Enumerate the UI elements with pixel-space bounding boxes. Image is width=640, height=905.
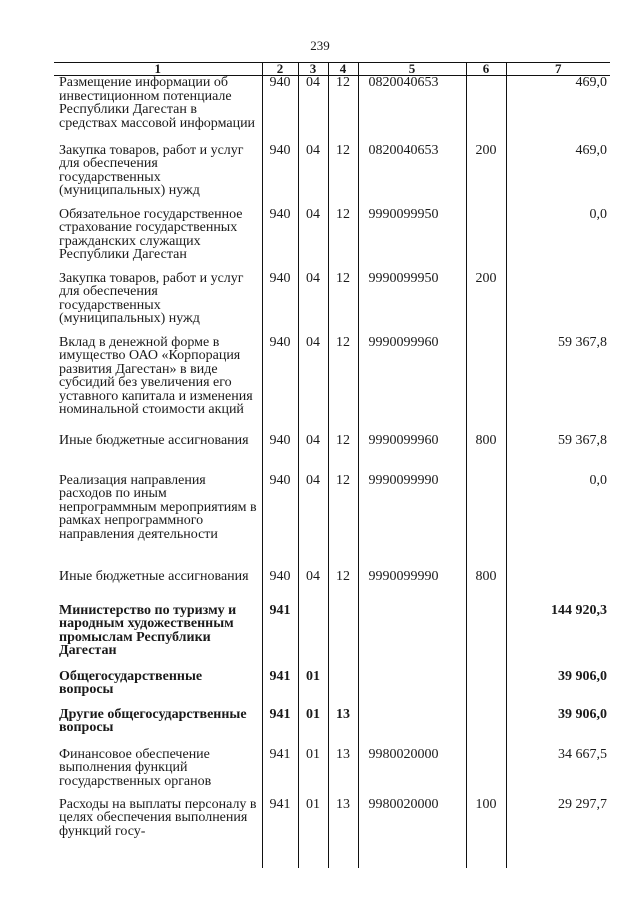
row-col-3-cell: 04 — [298, 144, 328, 208]
row-col-3-cell: 04 — [298, 272, 328, 336]
row-col-4-cell: 12 — [328, 208, 358, 272]
row-col-4-cell: 12 — [328, 570, 358, 604]
header-col-3: 3 — [298, 63, 328, 76]
row-col-2-cell: 940 — [262, 336, 298, 434]
row-name-cell: Иные бюджетные ассигнования — [59, 432, 249, 448]
row-col-6-cell: 200 — [466, 144, 506, 208]
row-col-3-cell: 01 — [298, 708, 328, 748]
header-col-1: 1 — [54, 63, 262, 76]
row-col-5-cell: 0820040653 — [358, 76, 466, 144]
row-col-5-cell: 9990099950 — [358, 208, 466, 272]
row-amount-cell: 469,0 — [506, 144, 610, 208]
row-col-5-cell: 9980020000 — [358, 748, 466, 798]
row-amount-cell: 469,0 — [506, 76, 610, 144]
table-row — [54, 76, 610, 144]
row-name-cell: Другие общегосударственные вопросы — [59, 706, 247, 735]
row-col-3-cell: 04 — [298, 76, 328, 144]
row-col-5-cell — [358, 708, 466, 748]
table-row — [54, 336, 610, 434]
row-name-cell: Финансовое обеспечение выполнения функций государственных органов — [59, 746, 212, 789]
row-name-cell: Расходы на выплаты персоналу в целях обеспечения выполнения функций госу- — [59, 796, 257, 839]
row-col-2-cell: 941 — [262, 708, 298, 748]
row-col-5-cell: 9980020000 — [358, 798, 466, 868]
row-col-5-cell: 9990099990 — [358, 474, 466, 570]
row-col-6-cell: 200 — [466, 272, 506, 336]
row-col-6-cell — [466, 336, 506, 434]
row-col-4-cell: 12 — [328, 144, 358, 208]
row-col-4-cell: 13 — [328, 708, 358, 748]
row-name-cell: Закупка товаров, работ и услуг для обеспечения государственных (муниципальных) нужд — [59, 142, 244, 198]
row-name-cell: Общегосударственные вопросы — [59, 668, 203, 697]
row-amount-cell: 0,0 — [506, 208, 610, 272]
row-col-3-cell — [298, 604, 328, 670]
row-col-2-cell: 940 — [262, 434, 298, 474]
row-col-5-cell: 9990099960 — [358, 336, 466, 434]
row-col-2-cell: 940 — [262, 208, 298, 272]
row-name-cell: Размещение информации об инвестиционном потенциале Республики Дагестан в средствах массовой информации — [59, 75, 256, 131]
row-col-6-cell — [466, 474, 506, 570]
table-row — [54, 144, 610, 208]
row-col-4-cell: 13 — [328, 748, 358, 798]
page-number: 239 — [310, 38, 330, 53]
row-col-4-cell: 12 — [328, 336, 358, 434]
row-col-4-cell: 12 — [328, 474, 358, 570]
row-col-5-cell: 9990099950 — [358, 272, 466, 336]
row-name-cell: Закупка товаров, работ и услуг для обеспечения государственных (муниципальных) нужд — [59, 270, 244, 326]
row-col-2-cell: 941 — [262, 798, 298, 868]
row-col-2-cell: 941 — [262, 604, 298, 670]
table-row — [54, 434, 610, 474]
row-amount-cell: 144 920,3 — [506, 604, 610, 670]
row-amount-cell: 39 906,0 — [506, 670, 610, 708]
row-col-2-cell: 940 — [262, 144, 298, 208]
row-col-4-cell: 12 — [328, 272, 358, 336]
table-row — [54, 272, 610, 336]
table-row — [54, 208, 610, 272]
row-amount-cell: 34 667,5 — [506, 748, 610, 798]
row-amount-cell: 29 297,7 — [506, 798, 610, 868]
row-col-2-cell: 940 — [262, 570, 298, 604]
row-col-6-cell: 100 — [466, 798, 506, 868]
row-col-6-cell: 800 — [466, 570, 506, 604]
row-name-cell: Вклад в денежной форме в имущество ОАО «Корпорация развития Дагестан» в виде субсидий без увеличения его уставного капитала и изменения номинальной стоимости акций — [59, 334, 253, 417]
table-row — [54, 670, 610, 708]
header-row — [54, 63, 610, 76]
row-name-cell: Реализация направления расходов по иным непрограммным мероприятиям в рамках непрограммного направления деятельности — [59, 472, 257, 542]
row-col-2-cell: 941 — [262, 748, 298, 798]
row-name-cell: Обязательное государственное страхование государственных гражданских служащих Республики Дагестан — [59, 206, 243, 262]
row-name-cell: Министерство по туризму и народным художественным промыслам Республики Дагестан — [59, 602, 237, 658]
row-col-6-cell — [466, 76, 506, 144]
table-row — [54, 570, 610, 604]
row-col-3-cell: 01 — [298, 798, 328, 868]
row-amount-cell: 39 906,0 — [506, 708, 610, 748]
row-col-2-cell: 940 — [262, 272, 298, 336]
row-col-3-cell: 04 — [298, 474, 328, 570]
table-row — [54, 708, 610, 748]
table-row — [54, 748, 610, 798]
header-col-7: 7 — [506, 63, 610, 76]
row-col-2-cell: 941 — [262, 670, 298, 708]
row-col-3-cell: 04 — [298, 208, 328, 272]
table-row — [54, 798, 610, 868]
row-amount-cell: 0,0 — [506, 474, 610, 570]
row-col-3-cell: 04 — [298, 336, 328, 434]
row-col-2-cell: 940 — [262, 474, 298, 570]
row-col-6-cell — [466, 604, 506, 670]
row-col-3-cell: 04 — [298, 570, 328, 604]
row-amount-cell — [506, 570, 610, 604]
header-col-2: 2 — [262, 63, 298, 76]
header-col-6: 6 — [466, 63, 506, 76]
row-col-5-cell — [358, 670, 466, 708]
row-col-5-cell: 0820040653 — [358, 144, 466, 208]
row-col-3-cell: 04 — [298, 434, 328, 474]
table-row — [54, 474, 610, 570]
row-col-6-cell — [466, 748, 506, 798]
row-col-4-cell: 12 — [328, 76, 358, 144]
row-col-3-cell: 01 — [298, 670, 328, 708]
row-amount-cell: 59 367,8 — [506, 434, 610, 474]
row-col-2-cell: 940 — [262, 76, 298, 144]
row-col-4-cell — [328, 670, 358, 708]
row-col-4-cell: 13 — [328, 798, 358, 868]
row-col-6-cell — [466, 208, 506, 272]
row-col-4-cell: 12 — [328, 434, 358, 474]
header-col-4: 4 — [328, 63, 358, 76]
row-name-cell: Иные бюджетные ассигнования — [59, 568, 249, 584]
row-col-6-cell — [466, 670, 506, 708]
row-col-4-cell — [328, 604, 358, 670]
header-col-5: 5 — [358, 63, 466, 76]
budget-table — [54, 62, 610, 868]
row-col-3-cell: 01 — [298, 748, 328, 798]
row-col-5-cell — [358, 604, 466, 670]
row-amount-cell — [506, 272, 610, 336]
table-row — [54, 604, 610, 670]
row-col-6-cell — [466, 708, 506, 748]
row-amount-cell: 59 367,8 — [506, 336, 610, 434]
row-col-6-cell: 800 — [466, 434, 506, 474]
row-col-5-cell: 9990099960 — [358, 434, 466, 474]
row-col-5-cell: 9990099990 — [358, 570, 466, 604]
